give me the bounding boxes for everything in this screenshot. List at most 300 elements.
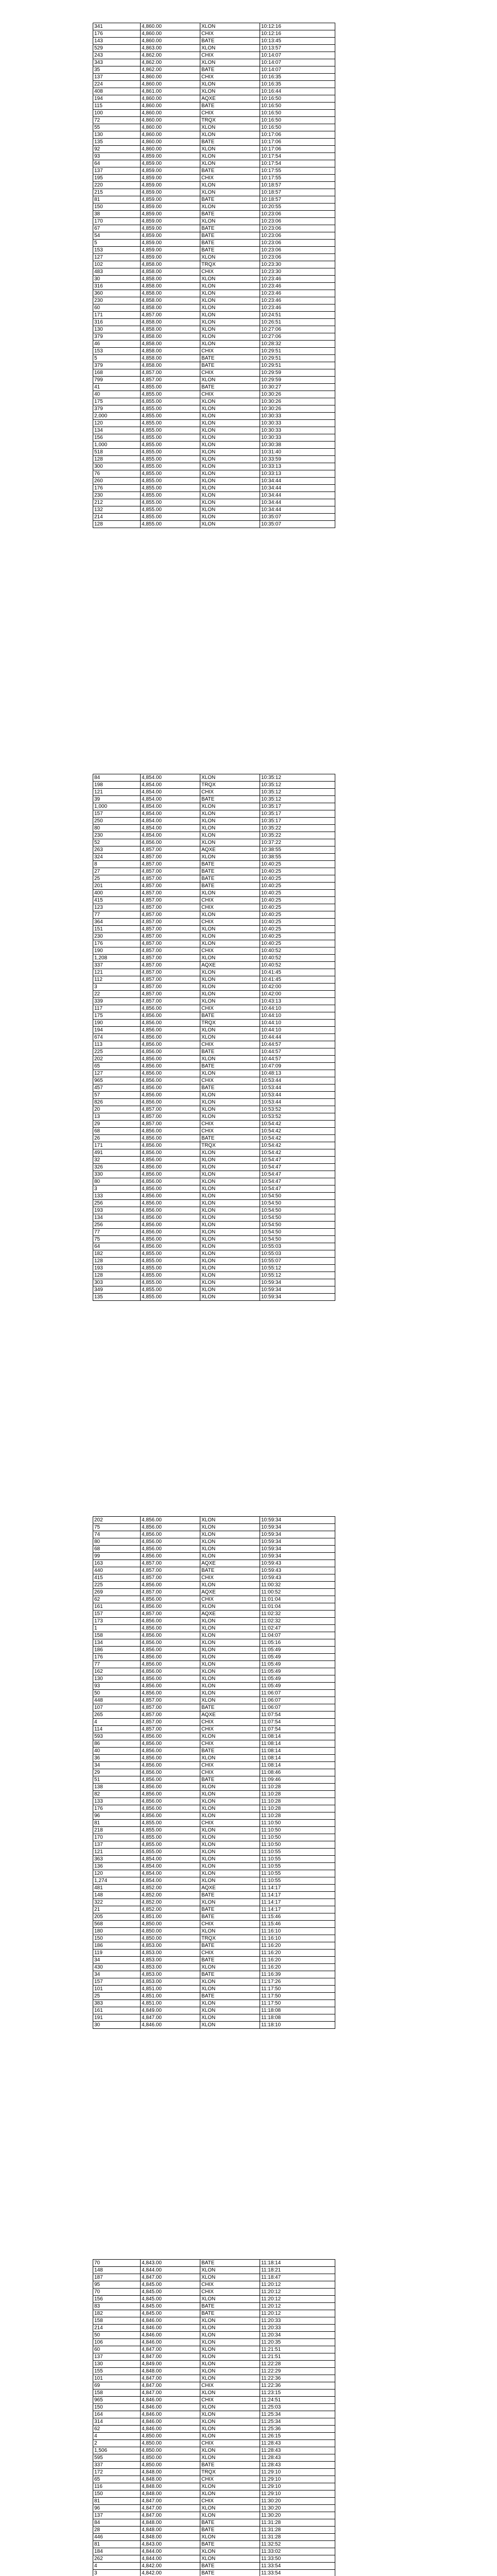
table-row — [93, 1077, 335, 1084]
table-row — [93, 1574, 335, 1582]
price-cell: 4,856.00 — [141, 1546, 200, 1553]
table-row — [93, 976, 335, 984]
table-row — [93, 124, 335, 131]
price-cell: 4,854.00 — [141, 1863, 200, 1870]
venue-cell: CHIX — [200, 74, 260, 81]
table-row — [93, 1690, 335, 1697]
table-row — [93, 2469, 335, 2476]
volume-cell: 35 — [93, 66, 141, 74]
price-cell: 4,856.00 — [141, 1142, 200, 1149]
table-row — [93, 919, 335, 926]
time-cell: 11:01:04 — [260, 1603, 335, 1611]
time-cell: 10:29:51 — [260, 355, 335, 362]
table-row — [93, 904, 335, 911]
volume-cell: 27 — [93, 868, 141, 875]
volume-cell: 29 — [93, 1121, 141, 1128]
venue-cell: XLON — [200, 1755, 260, 1762]
venue-cell: XLON — [200, 1798, 260, 1805]
volume-cell: 3 — [93, 2570, 141, 2576]
price-cell: 4,857.00 — [141, 1589, 200, 1596]
price-cell: 4,856.00 — [141, 1034, 200, 1041]
table-row — [93, 23, 335, 30]
venue-cell: XLON — [200, 825, 260, 832]
price-cell: 4,859.00 — [141, 232, 200, 240]
volume-cell: 40 — [93, 391, 141, 398]
volume-cell: 5 — [93, 355, 141, 362]
price-cell: 4,859.00 — [141, 189, 200, 196]
time-cell: 10:35:22 — [260, 825, 335, 832]
volume-cell: 55 — [93, 124, 141, 131]
table-row — [93, 189, 335, 196]
table-row — [93, 1798, 335, 1805]
time-cell: 10:38:55 — [260, 846, 335, 854]
price-cell: 4,856.00 — [141, 1178, 200, 1185]
table-row — [93, 52, 335, 59]
volume-cell: 150 — [93, 2404, 141, 2411]
venue-cell: XLON — [200, 1877, 260, 1885]
venue-cell: XLON — [200, 398, 260, 405]
volume-cell: 121 — [93, 1849, 141, 1856]
venue-cell: XLON — [200, 991, 260, 998]
volume-cell: 100 — [93, 110, 141, 117]
table-row — [93, 449, 335, 456]
table-row — [93, 1957, 335, 1964]
table-row — [93, 225, 335, 232]
volume-cell: 134 — [93, 1214, 141, 1222]
volume-cell: 148 — [93, 1892, 141, 1899]
volume-cell: 225 — [93, 1048, 141, 1056]
venue-cell: XLON — [200, 1849, 260, 1856]
table-row — [93, 1950, 335, 1957]
volume-cell: 134 — [93, 427, 141, 434]
table-row — [93, 514, 335, 521]
table-row — [93, 362, 335, 369]
time-cell: 10:30:26 — [260, 405, 335, 413]
volume-cell: 212 — [93, 499, 141, 506]
price-cell: 4,850.00 — [141, 1928, 200, 1935]
time-cell: 10:40:25 — [260, 933, 335, 940]
price-cell: 4,856.00 — [141, 1762, 200, 1769]
price-cell: 4,857.00 — [141, 1121, 200, 1128]
time-cell: 10:35:07 — [260, 521, 335, 528]
volume-cell: 102 — [93, 261, 141, 268]
venue-cell: XLON — [200, 998, 260, 1005]
table-row — [93, 1034, 335, 1041]
volume-cell: 260 — [93, 478, 141, 485]
table-row — [93, 2397, 335, 2404]
volume-cell: 81 — [93, 1820, 141, 1827]
price-cell: 4,855.00 — [141, 1250, 200, 1258]
time-cell: 10:44:57 — [260, 1041, 335, 1048]
time-cell: 11:17:50 — [260, 1993, 335, 2000]
venue-cell: CHIX — [200, 30, 260, 38]
venue-cell: CHIX — [200, 1596, 260, 1603]
time-cell: 11:08:14 — [260, 1762, 335, 1769]
table-row — [93, 1942, 335, 1950]
time-cell: 10:17:06 — [260, 146, 335, 153]
venue-cell: BATE — [200, 796, 260, 803]
table-row — [93, 88, 335, 95]
table-row — [93, 492, 335, 499]
table-row — [93, 369, 335, 377]
price-cell: 4,852.00 — [141, 1906, 200, 1913]
price-cell: 4,857.00 — [141, 904, 200, 911]
volume-cell: 364 — [93, 919, 141, 926]
volume-cell: 1,000 — [93, 803, 141, 810]
volume-cell: 138 — [93, 1784, 141, 1791]
table-row — [93, 2382, 335, 2389]
time-cell: 11:05:16 — [260, 1639, 335, 1647]
price-cell: 4,855.00 — [141, 506, 200, 514]
price-cell: 4,855.00 — [141, 398, 200, 405]
venue-cell: BATE — [200, 2541, 260, 2548]
table-row — [93, 1149, 335, 1157]
volume-cell: 127 — [93, 1070, 141, 1077]
venue-cell: XLON — [200, 341, 260, 348]
time-cell: 10:16:35 — [260, 81, 335, 88]
venue-cell: CHIX — [200, 1762, 260, 1769]
volume-cell: 29 — [93, 1769, 141, 1776]
price-cell: 4,860.00 — [141, 146, 200, 153]
venue-cell: AQXE — [200, 1560, 260, 1567]
price-cell: 4,851.00 — [141, 1913, 200, 1921]
venue-cell: XLON — [200, 326, 260, 333]
venue-cell: XLON — [200, 1272, 260, 1279]
venue-cell: XLON — [200, 926, 260, 933]
volume-cell: 21 — [93, 1906, 141, 1913]
venue-cell: XLON — [200, 1899, 260, 1906]
venue-cell: XLON — [200, 290, 260, 297]
volume-cell: 198 — [93, 782, 141, 789]
volume-cell: 117 — [93, 1005, 141, 1012]
table-row — [93, 2353, 335, 2361]
volume-cell: 214 — [93, 514, 141, 521]
volume-cell: 379 — [93, 405, 141, 413]
venue-cell: XLON — [200, 333, 260, 341]
volume-cell: 54 — [93, 232, 141, 240]
volume-cell: 176 — [93, 1654, 141, 1661]
table-row — [93, 782, 335, 789]
volume-cell: 326 — [93, 1164, 141, 1171]
table-row — [93, 1546, 335, 1553]
volume-cell: 84 — [93, 774, 141, 782]
venue-cell: TRQX — [200, 261, 260, 268]
volume-cell: 164 — [93, 2411, 141, 2418]
time-cell: 11:16:20 — [260, 1957, 335, 1964]
price-cell: 4,856.00 — [141, 1027, 200, 1034]
volume-cell: 137 — [93, 2353, 141, 2361]
time-cell: 10:54:42 — [260, 1128, 335, 1135]
table-row — [93, 1596, 335, 1603]
venue-cell: XLON — [200, 774, 260, 782]
price-cell: 4,856.00 — [141, 1200, 200, 1207]
price-cell: 4,856.00 — [141, 1135, 200, 1142]
venue-cell: XLON — [200, 1229, 260, 1236]
table-row — [93, 333, 335, 341]
volume-cell: 826 — [93, 1099, 141, 1106]
venue-cell: XLON — [200, 1099, 260, 1106]
price-cell: 4,857.00 — [141, 1567, 200, 1574]
volume-cell: 4 — [93, 1719, 141, 1726]
venue-cell: XLON — [200, 818, 260, 825]
venue-cell: CHIX — [200, 2440, 260, 2447]
volume-cell: 68 — [93, 1546, 141, 1553]
table-row — [93, 485, 335, 492]
volume-cell: 214 — [93, 2325, 141, 2332]
venue-cell: XLON — [200, 1193, 260, 1200]
time-cell: 10:17:06 — [260, 139, 335, 146]
price-cell: 4,857.00 — [141, 1113, 200, 1121]
venue-cell: BATE — [200, 2303, 260, 2310]
volume-cell: 1,274 — [93, 1877, 141, 1885]
venue-cell: XLON — [200, 1834, 260, 1841]
volume-cell: 161 — [93, 2007, 141, 2014]
venue-cell: BATE — [200, 66, 260, 74]
price-cell: 4,856.00 — [141, 1092, 200, 1099]
table-row — [93, 955, 335, 962]
venue-cell: XLON — [200, 1647, 260, 1654]
table-row — [93, 998, 335, 1005]
time-cell: 10:53:52 — [260, 1106, 335, 1113]
venue-cell: XLON — [200, 2375, 260, 2382]
price-cell: 4,860.00 — [141, 23, 200, 30]
time-cell: 11:14:17 — [260, 1892, 335, 1899]
venue-cell: CHIX — [200, 110, 260, 117]
volume-cell: 322 — [93, 1899, 141, 1906]
time-cell: 10:40:25 — [260, 875, 335, 883]
table-row — [93, 2404, 335, 2411]
venue-cell: CHIX — [200, 1820, 260, 1827]
price-cell: 4,846.00 — [141, 2339, 200, 2346]
time-cell: 10:54:42 — [260, 1135, 335, 1142]
table-row — [93, 2375, 335, 2382]
time-cell: 10:33:13 — [260, 470, 335, 478]
time-cell: 10:17:55 — [260, 167, 335, 175]
venue-cell: XLON — [200, 940, 260, 947]
volume-cell: 379 — [93, 333, 141, 341]
venue-cell: XLON — [200, 45, 260, 52]
volume-cell: 121 — [93, 789, 141, 796]
price-cell: 4,857.00 — [141, 940, 200, 947]
venue-cell: BATE — [200, 103, 260, 110]
table-row — [93, 875, 335, 883]
table-row — [93, 2490, 335, 2498]
venue-cell: BATE — [200, 2519, 260, 2527]
volume-cell: 41 — [93, 384, 141, 391]
time-cell: 10:44:10 — [260, 1027, 335, 1034]
table-row — [93, 969, 335, 976]
price-cell: 4,855.00 — [141, 1834, 200, 1841]
volume-cell: 133 — [93, 1193, 141, 1200]
table-row — [93, 854, 335, 861]
table-row — [93, 1762, 335, 1769]
volume-cell: 130 — [93, 131, 141, 139]
table-row — [93, 312, 335, 319]
volume-cell: 137 — [93, 2512, 141, 2519]
venue-cell: XLON — [200, 1733, 260, 1740]
table-row — [93, 2389, 335, 2397]
time-cell: 10:54:47 — [260, 1171, 335, 1178]
table-row — [93, 1279, 335, 1286]
venue-cell: BATE — [200, 861, 260, 868]
table-row — [93, 868, 335, 875]
table-row — [93, 2548, 335, 2555]
table-row — [93, 456, 335, 463]
price-cell: 4,857.00 — [141, 369, 200, 377]
price-cell: 4,856.00 — [141, 1784, 200, 1791]
table-row — [93, 2563, 335, 2570]
venue-cell: BATE — [200, 1084, 260, 1092]
price-cell: 4,857.00 — [141, 854, 200, 861]
venue-cell: CHIX — [200, 2281, 260, 2289]
table-row — [93, 2325, 335, 2332]
venue-cell: XLON — [200, 456, 260, 463]
price-cell: 4,857.00 — [141, 991, 200, 998]
volume-cell: 128 — [93, 521, 141, 528]
venue-cell: XLON — [200, 1964, 260, 1971]
volume-cell: 349 — [93, 1286, 141, 1294]
venue-cell: CHIX — [200, 2498, 260, 2505]
table-row — [93, 1625, 335, 1632]
trade-table-page-4 — [93, 2259, 335, 2576]
time-cell: 11:18:47 — [260, 2274, 335, 2281]
price-cell: 4,846.00 — [141, 2332, 200, 2339]
price-cell: 4,857.00 — [141, 1611, 200, 1618]
time-cell: 10:43:13 — [260, 998, 335, 1005]
volume-cell: 176 — [93, 30, 141, 38]
table-row — [93, 810, 335, 818]
price-cell: 4,860.00 — [141, 131, 200, 139]
price-cell: 4,855.00 — [141, 420, 200, 427]
table-row — [93, 1236, 335, 1243]
table-row — [93, 1877, 335, 1885]
venue-cell: XLON — [200, 485, 260, 492]
venue-cell: XLON — [200, 1178, 260, 1185]
time-cell: 10:35:12 — [260, 782, 335, 789]
time-cell: 10:38:55 — [260, 854, 335, 861]
table-row — [93, 1142, 335, 1149]
price-cell: 4,851.00 — [141, 2000, 200, 2007]
venue-cell: XLON — [200, 1805, 260, 1812]
time-cell: 10:35:12 — [260, 774, 335, 782]
table-row — [93, 420, 335, 427]
volume-cell: 175 — [93, 1012, 141, 1020]
price-cell: 4,856.00 — [141, 1596, 200, 1603]
price-cell: 4,858.00 — [141, 283, 200, 290]
time-cell: 11:10:55 — [260, 1863, 335, 1870]
price-cell: 4,856.00 — [141, 1618, 200, 1625]
price-cell: 4,856.00 — [141, 1524, 200, 1531]
table-row — [93, 2000, 335, 2007]
time-cell: 10:55:12 — [260, 1265, 335, 1272]
volume-cell: 191 — [93, 2014, 141, 2022]
time-cell: 10:23:30 — [260, 261, 335, 268]
price-cell: 4,857.00 — [141, 868, 200, 875]
volume-cell: 132 — [93, 506, 141, 514]
time-cell: 10:35:17 — [260, 818, 335, 825]
price-cell: 4,856.00 — [141, 1654, 200, 1661]
venue-cell: AQXE — [200, 1711, 260, 1719]
time-cell: 11:22:36 — [260, 2382, 335, 2389]
time-cell: 10:30:33 — [260, 434, 335, 442]
volume-cell: 415 — [93, 897, 141, 904]
price-cell: 4,856.00 — [141, 1791, 200, 1798]
time-cell: 10:23:06 — [260, 225, 335, 232]
price-cell: 4,847.00 — [141, 2389, 200, 2397]
volume-cell: 230 — [93, 933, 141, 940]
time-cell: 11:26:15 — [260, 2433, 335, 2440]
time-cell: 11:07:54 — [260, 1711, 335, 1719]
table-row — [93, 110, 335, 117]
table-row — [93, 153, 335, 160]
time-cell: 11:10:50 — [260, 1834, 335, 1841]
table-row — [93, 81, 335, 88]
table-row — [93, 45, 335, 52]
volume-cell: 187 — [93, 2274, 141, 2281]
volume-cell: 46 — [93, 341, 141, 348]
table-row — [93, 1207, 335, 1214]
time-cell: 11:20:12 — [260, 2289, 335, 2296]
price-cell: 4,855.00 — [141, 463, 200, 470]
time-cell: 10:12:16 — [260, 23, 335, 30]
volume-cell: 135 — [93, 139, 141, 146]
venue-cell: XLON — [200, 1697, 260, 1704]
venue-cell: XLON — [200, 1200, 260, 1207]
price-cell: 4,856.00 — [141, 1099, 200, 1106]
price-cell: 4,855.00 — [141, 1820, 200, 1827]
venue-cell: CHIX — [200, 2397, 260, 2404]
table-row — [93, 2426, 335, 2433]
table-row — [93, 774, 335, 782]
table-row — [93, 2476, 335, 2483]
venue-cell: BATE — [200, 2570, 260, 2576]
table-row — [93, 846, 335, 854]
volume-cell: 243 — [93, 52, 141, 59]
table-row — [93, 2267, 335, 2274]
time-cell: 10:41:45 — [260, 976, 335, 984]
venue-cell: XLON — [200, 449, 260, 456]
table-row — [93, 2014, 335, 2022]
volume-cell: 81 — [93, 196, 141, 204]
volume-cell: 62 — [93, 1596, 141, 1603]
time-cell: 10:18:57 — [260, 196, 335, 204]
table-row — [93, 2555, 335, 2563]
venue-cell: CHIX — [200, 1574, 260, 1582]
price-cell: 4,850.00 — [141, 2447, 200, 2454]
time-cell: 10:42:00 — [260, 991, 335, 998]
table-row — [93, 1993, 335, 2000]
time-cell: 11:10:55 — [260, 1849, 335, 1856]
time-cell: 11:28:43 — [260, 2440, 335, 2447]
venue-cell: BATE — [200, 1942, 260, 1950]
price-cell: 4,855.00 — [141, 442, 200, 449]
price-cell: 4,856.00 — [141, 1214, 200, 1222]
table-row — [93, 1661, 335, 1668]
price-cell: 4,855.00 — [141, 1286, 200, 1294]
price-cell: 4,856.00 — [141, 1236, 200, 1243]
table-row — [93, 297, 335, 304]
time-cell: 10:54:50 — [260, 1229, 335, 1236]
table-row — [93, 1885, 335, 1892]
time-cell: 10:29:59 — [260, 377, 335, 384]
venue-cell: AQXE — [200, 1885, 260, 1892]
volume-cell: 202 — [93, 1056, 141, 1063]
venue-cell: XLON — [200, 492, 260, 499]
volume-cell: 80 — [93, 825, 141, 832]
table-row — [93, 167, 335, 175]
table-row — [93, 391, 335, 398]
table-row — [93, 1048, 335, 1056]
